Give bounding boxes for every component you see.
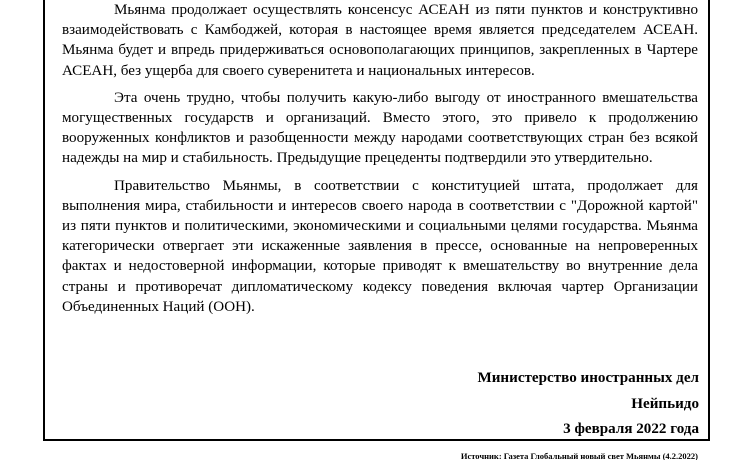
source-note: Источник: Газета Глобальный новый свет Мьянмы (4.2.2022) — [460, 451, 698, 460]
signature-ministry: Министерство иностранных дел — [477, 370, 699, 386]
signature-date: 3 февраля 2022 года — [563, 421, 699, 437]
signature-city: Нейпьидо — [631, 396, 699, 412]
paragraph-2: Эта очень трудно, чтобы получить какую-либо выгоду от иностранного вмешательства могущественных государств и организаций. Вместо этого, это привело к продолжению вооруженных конфликтов и разобщенности между народами соответствующих стран без всякой надежды на мир и стабильность. Предыдущие прецеденты подтвердили это утвердительно. — [62, 89, 698, 167]
paragraph-3: Правительство Мьянмы, в соответствии с конституцией штата, продолжает для выполнения мира, стабильности и интересов своего народа в соответствии с "Дорожной картой" из пяти пунктов и политическими, экономическими и социальными целями государства. Мьянма категорически отвергает эти искаженные заявления в прессе, основанные на непроверенных фактах и недостоверной информации, которые приводят к вмешательству во внутренние дела страны и противоречат дипломатическому кодексу поведения включая чартер Организации Объединенных Наций (ООН). — [62, 177, 698, 315]
paragraph-1: Мьянма продолжает осуществлять консенсус АСЕАН из пяти пунктов и конструктивно взаимодействовать с Камбоджей, которая в настоящее время является председателем АСЕАН. Мьянма будет и впредь придерживаться основополагающих принципов, закрепленных в Чартере АСЕАН, без ущерба для своего суверенитета и национальных интересов. — [62, 2, 698, 79]
document-body — [62, 0, 698, 317]
